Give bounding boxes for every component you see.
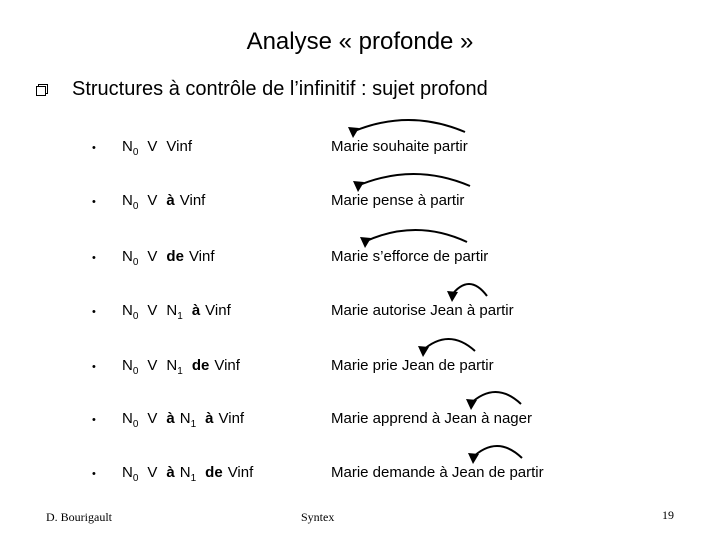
object-index: 1 — [177, 366, 183, 377]
infinitive-symbol: Vinf — [166, 138, 192, 155]
list-item — [0, 410, 720, 434]
list-item — [0, 464, 720, 488]
first-preposition: à — [166, 192, 175, 209]
control-arrow-icon — [0, 384, 720, 424]
control-arrow-icon — [0, 166, 720, 206]
checkbox-bullet-icon — [36, 84, 48, 96]
example-sentence: Marie apprend à Jean à nager — [331, 410, 532, 427]
object-index: 1 — [190, 419, 197, 430]
second-preposition: de — [191, 357, 210, 374]
list-item — [0, 138, 720, 162]
control-arrow-icon — [0, 222, 720, 262]
list-item — [0, 248, 720, 272]
object-symbol: N — [179, 410, 191, 427]
list-item — [0, 192, 720, 216]
verb-symbol: V — [147, 192, 158, 209]
list-bullet: • — [92, 306, 96, 318]
verb-symbol: V — [147, 302, 158, 319]
first-preposition: à — [166, 464, 175, 481]
example-sentence: Marie autorise Jean à partir — [331, 302, 514, 319]
example-sentence: Marie pense à partir — [331, 192, 465, 209]
subject-index: 0 — [132, 147, 139, 158]
second-preposition: de — [205, 464, 223, 481]
subject-index: 0 — [132, 311, 139, 322]
list-bullet: • — [92, 414, 96, 426]
subject-symbol: N — [122, 192, 133, 209]
list-bullet: • — [92, 361, 96, 373]
subject-symbol: N — [122, 357, 133, 374]
infinitive-symbol: Vinf — [227, 464, 254, 481]
infinitive-symbol: Vinf — [205, 302, 231, 319]
list-bullet: • — [92, 142, 96, 154]
subject-symbol: N — [122, 248, 133, 265]
second-preposition: à — [205, 410, 214, 427]
subject-index: 0 — [132, 366, 139, 377]
list-bullet: • — [92, 196, 96, 208]
page-number: 19 — [662, 508, 674, 522]
footer-author: D. Bourigault — [46, 510, 112, 524]
verb-symbol: V — [147, 357, 158, 374]
footer-center-label: Syntex — [301, 510, 335, 524]
section-heading: Structures à contrôle de l’infinitif : sujet profond — [72, 78, 488, 100]
example-sentence: Marie prie Jean de partir — [331, 357, 494, 374]
list-item — [0, 357, 720, 381]
subject-index: 0 — [132, 419, 139, 430]
infinitive-symbol: Vinf — [214, 357, 240, 374]
object-index: 1 — [177, 311, 183, 322]
object-symbol: N — [166, 302, 178, 319]
list-bullet: • — [92, 468, 96, 480]
subject-index: 0 — [132, 473, 139, 484]
verb-symbol: V — [147, 410, 158, 427]
subject-index: 0 — [132, 257, 139, 268]
verb-symbol: V — [147, 138, 158, 155]
list-item — [0, 302, 720, 326]
infinitive-symbol: Vinf — [179, 192, 206, 209]
subject-symbol: N — [122, 302, 133, 319]
control-arrow-icon — [0, 331, 720, 371]
subject-index: 0 — [132, 201, 139, 212]
infinitive-symbol: Vinf — [218, 410, 245, 427]
verb-symbol: V — [147, 248, 158, 265]
slide-title: Analyse « profonde » — [246, 28, 474, 55]
second-preposition: à — [191, 302, 201, 319]
example-sentence: Marie s’efforce de partir — [331, 248, 489, 265]
example-sentence: Marie demande à Jean de partir — [331, 464, 544, 481]
control-arrow-icon — [0, 112, 720, 152]
control-arrow-icon — [0, 276, 720, 316]
object-index: 1 — [190, 473, 197, 484]
subject-symbol: N — [122, 410, 133, 427]
object-symbol: N — [166, 357, 178, 374]
subject-symbol: N — [122, 138, 133, 155]
control-arrow-icon — [0, 438, 720, 478]
first-preposition: de — [166, 248, 184, 265]
infinitive-symbol: Vinf — [188, 248, 215, 265]
example-sentence: Marie souhaite partir — [331, 138, 468, 155]
subject-symbol: N — [122, 464, 133, 481]
list-bullet: • — [92, 252, 96, 264]
object-symbol: N — [179, 464, 191, 481]
verb-symbol: V — [147, 464, 158, 481]
first-preposition: à — [166, 410, 175, 427]
